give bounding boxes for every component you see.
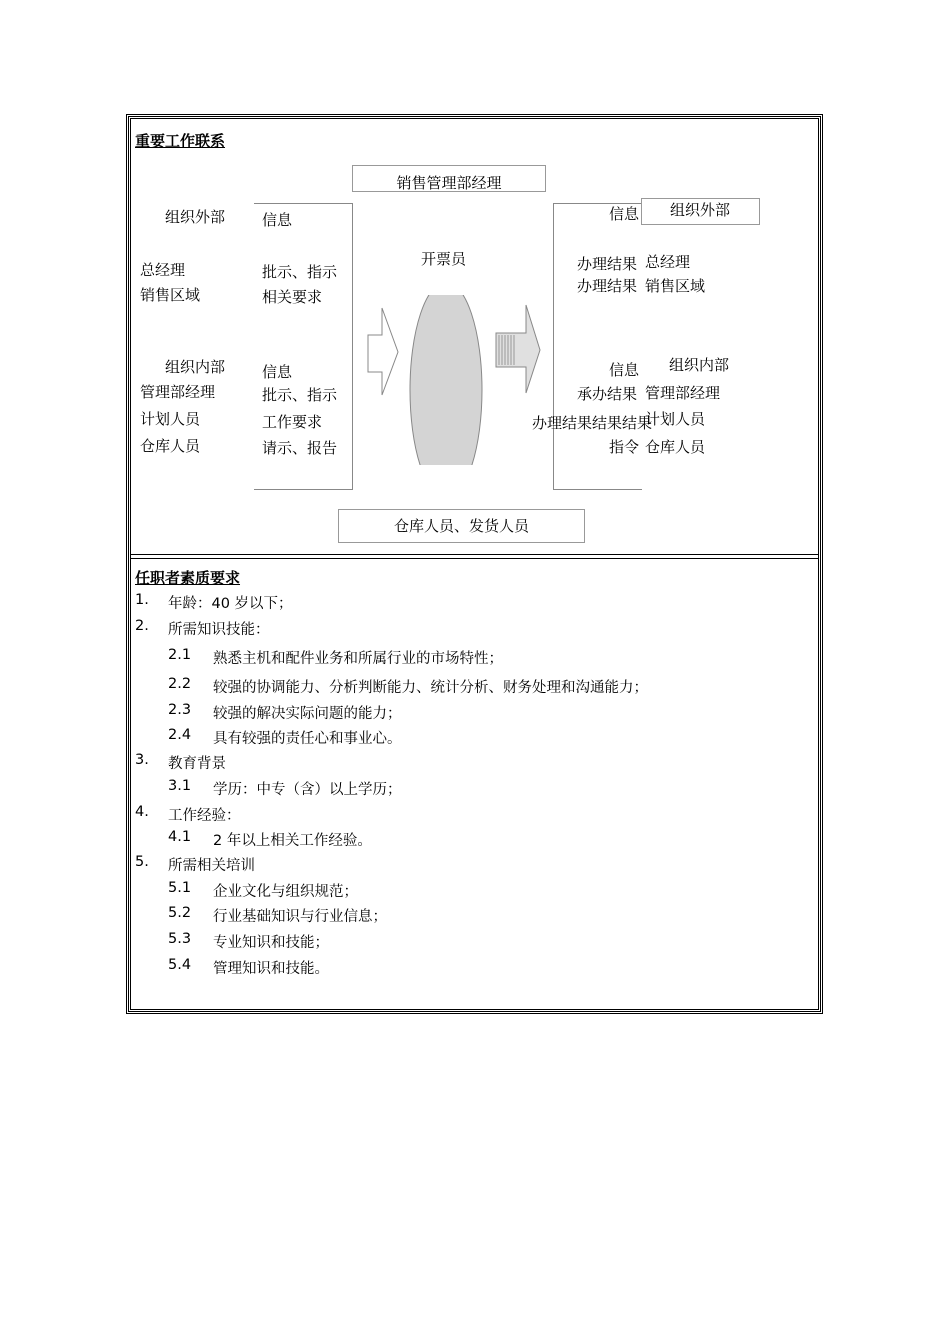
section-divider-2 <box>130 558 819 559</box>
right-flow-item: 信息 <box>609 361 640 379</box>
left-external-item: 销售区域 <box>140 286 201 304</box>
section-heading-qualifications: 任职者素质要求 <box>135 569 241 587</box>
center-role-label: 开票员 <box>421 250 467 268</box>
bottom-box-label: 仓库人员、发货人员 <box>393 517 529 535</box>
qualification-item-number: 4. <box>135 804 149 820</box>
right-flow-item: 承办结果 <box>577 385 638 403</box>
qualification-item-text: 管理知识和技能。 <box>213 961 329 977</box>
right-external-title: 组织外部 <box>670 201 731 219</box>
left-flow-item: 批示、指示 <box>262 386 338 404</box>
right-flow-item: 办理结果结果结果 <box>532 414 653 432</box>
left-external-item: 总经理 <box>140 261 186 279</box>
left-flow-item: 工作要求 <box>262 413 323 431</box>
qualification-item-text: 行业基础知识与行业信息； <box>213 909 387 925</box>
right-arrow-icon <box>496 305 540 393</box>
qualification-item-text: 较强的协调能力、分析判断能力、统计分析、财务处理和沟通能力； <box>213 680 648 696</box>
table-inner-frame <box>130 118 819 1010</box>
qualification-item-text: 熟悉主机和配件业务和所属行业的市场特性； <box>213 651 503 667</box>
left-external-title: 组织外部 <box>165 208 226 226</box>
right-flow-item: 办理结果 <box>577 277 638 295</box>
qualification-item-number: 4.1 <box>168 829 192 845</box>
right-flow-item: 办理结果 <box>577 255 638 273</box>
qualification-item-text: 教育背景 <box>168 756 226 772</box>
qualification-item-text: 2 年以上相关工作经验。 <box>213 833 372 849</box>
left-flow-item: 请示、报告 <box>262 439 338 457</box>
qualification-item-number: 3.1 <box>168 778 192 794</box>
left-flow-item: 信息 <box>262 211 293 229</box>
left-internal-item: 仓库人员 <box>140 437 201 455</box>
section-heading-work-relations: 重要工作联系 <box>135 132 226 150</box>
top-box-label: 销售管理部经理 <box>396 174 502 192</box>
right-flow-item: 指令 <box>609 438 640 456</box>
left-flow-item: 相关要求 <box>262 288 323 306</box>
qualification-item-text: 所需知识技能： <box>168 622 270 638</box>
left-flow-item: 信息 <box>262 363 293 381</box>
qualification-item-text: 工作经验： <box>168 808 241 824</box>
left-flow-item: 批示、指示 <box>262 263 338 281</box>
right-internal-item: 管理部经理 <box>645 384 721 402</box>
bottom-box-warehouse <box>338 509 585 543</box>
qualification-item-number: 5.3 <box>168 931 192 947</box>
qualification-item-number: 5.2 <box>168 905 192 921</box>
left-internal-item: 管理部经理 <box>140 383 216 401</box>
qualification-item-number: 2. <box>135 618 149 634</box>
qualification-item-number: 3. <box>135 752 149 768</box>
left-arrow-icon <box>368 308 398 395</box>
qualification-item-number: 2.3 <box>168 702 192 718</box>
right-external-item: 销售区域 <box>645 277 706 295</box>
qualification-item-number: 5. <box>135 854 149 870</box>
qualification-item-number: 5.4 <box>168 957 192 973</box>
qualification-item-number: 2.4 <box>168 727 192 743</box>
top-box-sales-manager <box>352 165 546 192</box>
section-divider <box>130 554 819 555</box>
qualification-item-number: 2.1 <box>168 647 192 663</box>
flow-graphics <box>360 295 550 465</box>
qualification-item-text: 专业知识和技能； <box>213 935 329 951</box>
left-internal-item: 计划人员 <box>140 410 201 428</box>
qualification-item-text: 年龄：40 岁以下； <box>168 596 293 612</box>
qualification-item-text: 学历：中专（含）以上学历； <box>213 782 402 798</box>
right-external-item: 总经理 <box>645 253 691 271</box>
qualification-item-text: 企业文化与组织规范； <box>213 884 358 900</box>
center-ellipse <box>410 295 482 465</box>
qualification-item-number: 2.2 <box>168 676 192 692</box>
qualification-item-text: 具有较强的责任心和事业心。 <box>213 731 402 747</box>
qualification-item-text: 所需相关培训 <box>168 858 255 874</box>
qualification-item-number: 1. <box>135 592 149 608</box>
right-internal-item: 计划人员 <box>645 410 706 428</box>
qualification-item-text: 较强的解决实际问题的能力； <box>213 706 402 722</box>
left-internal-title: 组织内部 <box>165 358 226 376</box>
right-external-title-box <box>641 198 760 225</box>
right-internal-title: 组织内部 <box>669 356 730 374</box>
right-flow-item: 信息 <box>609 205 640 223</box>
right-internal-item: 仓库人员 <box>645 438 706 456</box>
qualification-item-number: 5.1 <box>168 880 192 896</box>
